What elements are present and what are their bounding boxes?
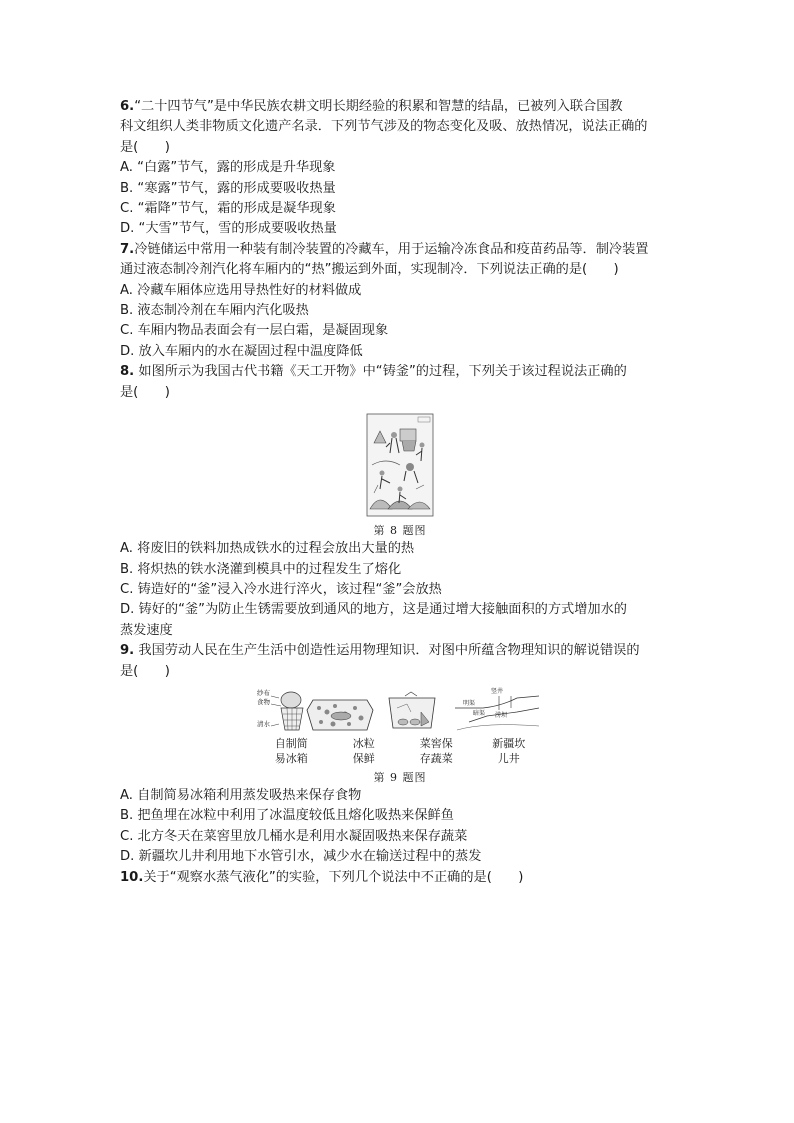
label-shaft: 竖井 [491,687,504,695]
question-9-stem-line-2: 是( ) [120,663,170,679]
option-d-continued: 蒸发速度 [120,622,173,638]
label-gauze: 纱布 [257,688,270,697]
option-d: D. 新疆坎儿井利用地下水管引水，减少水在输送过程中的蒸发 [120,849,482,865]
question-7-stem-line-1: 7.冷链储运中常用一种装有制冷装置的冷藏车，用于运输冷冻食品和疫苗药品等．制冷装置 [120,241,649,257]
figure-9-subcaptions [255,736,545,766]
question-8-stem-line-2: 是( ) [120,384,170,400]
label-hidden-channel: 暗渠 [473,709,486,717]
option-b: B. 把鱼埋在冰粒中利用了冰温度较低且熔化吸热来保鲜鱼 [120,808,454,824]
labor-physics-illustration [255,686,545,734]
option-b: B. 液态制冷剂在车厢内汽化吸热 [120,303,309,319]
label-water: 清水 [257,719,270,728]
question-number: 7. [120,241,135,257]
question-9 [120,641,680,867]
ancient-casting-illustration [366,413,434,517]
question-number: 8. [120,364,135,380]
question-7 [120,240,680,362]
question-6 [120,97,680,240]
subcaption-karez-well: 新疆坎 儿井 [492,736,526,765]
option-a: A. 将废旧的铁料加热成铁水的过程会放出大量的热 [120,541,415,557]
question-9-stem-line-1: 9. 我国劳动人民在生产生活中创造性运用物理知识．对图中所蕴含物理知识的解说错误的 [120,643,640,659]
label-reservoir: 涝坝 [495,711,508,719]
figure-9 [120,686,680,786]
figure-8 [120,413,680,539]
subcaption-cellar-vegetables: 菜窖保 存蔬菜 [419,736,453,765]
question-number: 10. [120,869,144,885]
question-8-stem-line-1: 8. 如图所示为我国古代书籍《天工开物》中“铸釜”的过程，下列关于该过程说法正确的 [120,364,627,380]
option-c: C. 铸造好的“釜”浸入冷水进行淬火，该过程“釜”会放热 [120,581,442,597]
subcaption-ice-preserve: 冰粒 保鲜 [352,736,375,765]
option-d: D. 铸好的“釜”为防止生锈需要放到通风的地方，这是通过增大接触面积的方式增加水的 [120,602,627,618]
option-d: D. 放入车厢内的水在凝固过程中温度降低 [120,343,363,359]
question-6-stem-line-3: 是( ) [120,139,170,155]
label-open-channel: 明渠 [463,699,476,707]
question-number: 6. [120,99,135,114]
figure-8-caption: 第 8 题图 [373,524,427,538]
question-10 [120,868,680,888]
option-a: A. 冷藏车厢体应选用导热性好的材料做成 [120,282,362,298]
option-c: C. 北方冬天在菜窖里放几桶水是利用水凝固吸热来保存蔬菜 [120,828,468,844]
question-6-stem-line-2: 科文组织人类非物质文化遗产名录．下列节气涉及的物态变化及吸、放热情况，说法正确的 [120,119,648,135]
figure-9-caption: 第 9 题图 [373,770,427,784]
option-c: C. 车厢内物品表面会有一层白霜，是凝固现象 [120,323,389,339]
option-a: A. 自制简易冰箱利用蒸发吸热来保存食物 [120,787,362,803]
question-10-stem: 10.关于“观察水蒸气液化”的实验，下列几个说法中不正确的是( ) [120,869,524,885]
option-b: B. “寒露”节气，露的形成要吸收热量 [120,180,336,196]
question-7-stem-line-2: 通过液态制冷剂汽化将车厢内的“热”搬运到外面，实现制冷．下列说法正确的是( ) [120,262,619,278]
question-8 [120,362,680,641]
question-number: 9. [120,643,135,659]
question-6-stem-line-1: 6.“二十四节气”是中华民族农耕文明长期经验的积累和智慧的结晶，已被列入联合国教 [120,99,623,114]
exam-page [120,97,680,888]
option-a: A. “白露”节气，露的形成是升华现象 [120,160,336,176]
option-b: B. 将炽热的铁水浇灌到模具中的过程发生了熔化 [120,561,402,577]
label-food: 食物 [257,697,270,706]
option-d: D. “大雪”节气，雪的形成要吸收热量 [120,221,337,237]
option-c: C. “霜降”节气，霜的形成是凝华现象 [120,201,336,217]
subcaption-simple-icebox: 自制简 易冰箱 [274,736,308,765]
